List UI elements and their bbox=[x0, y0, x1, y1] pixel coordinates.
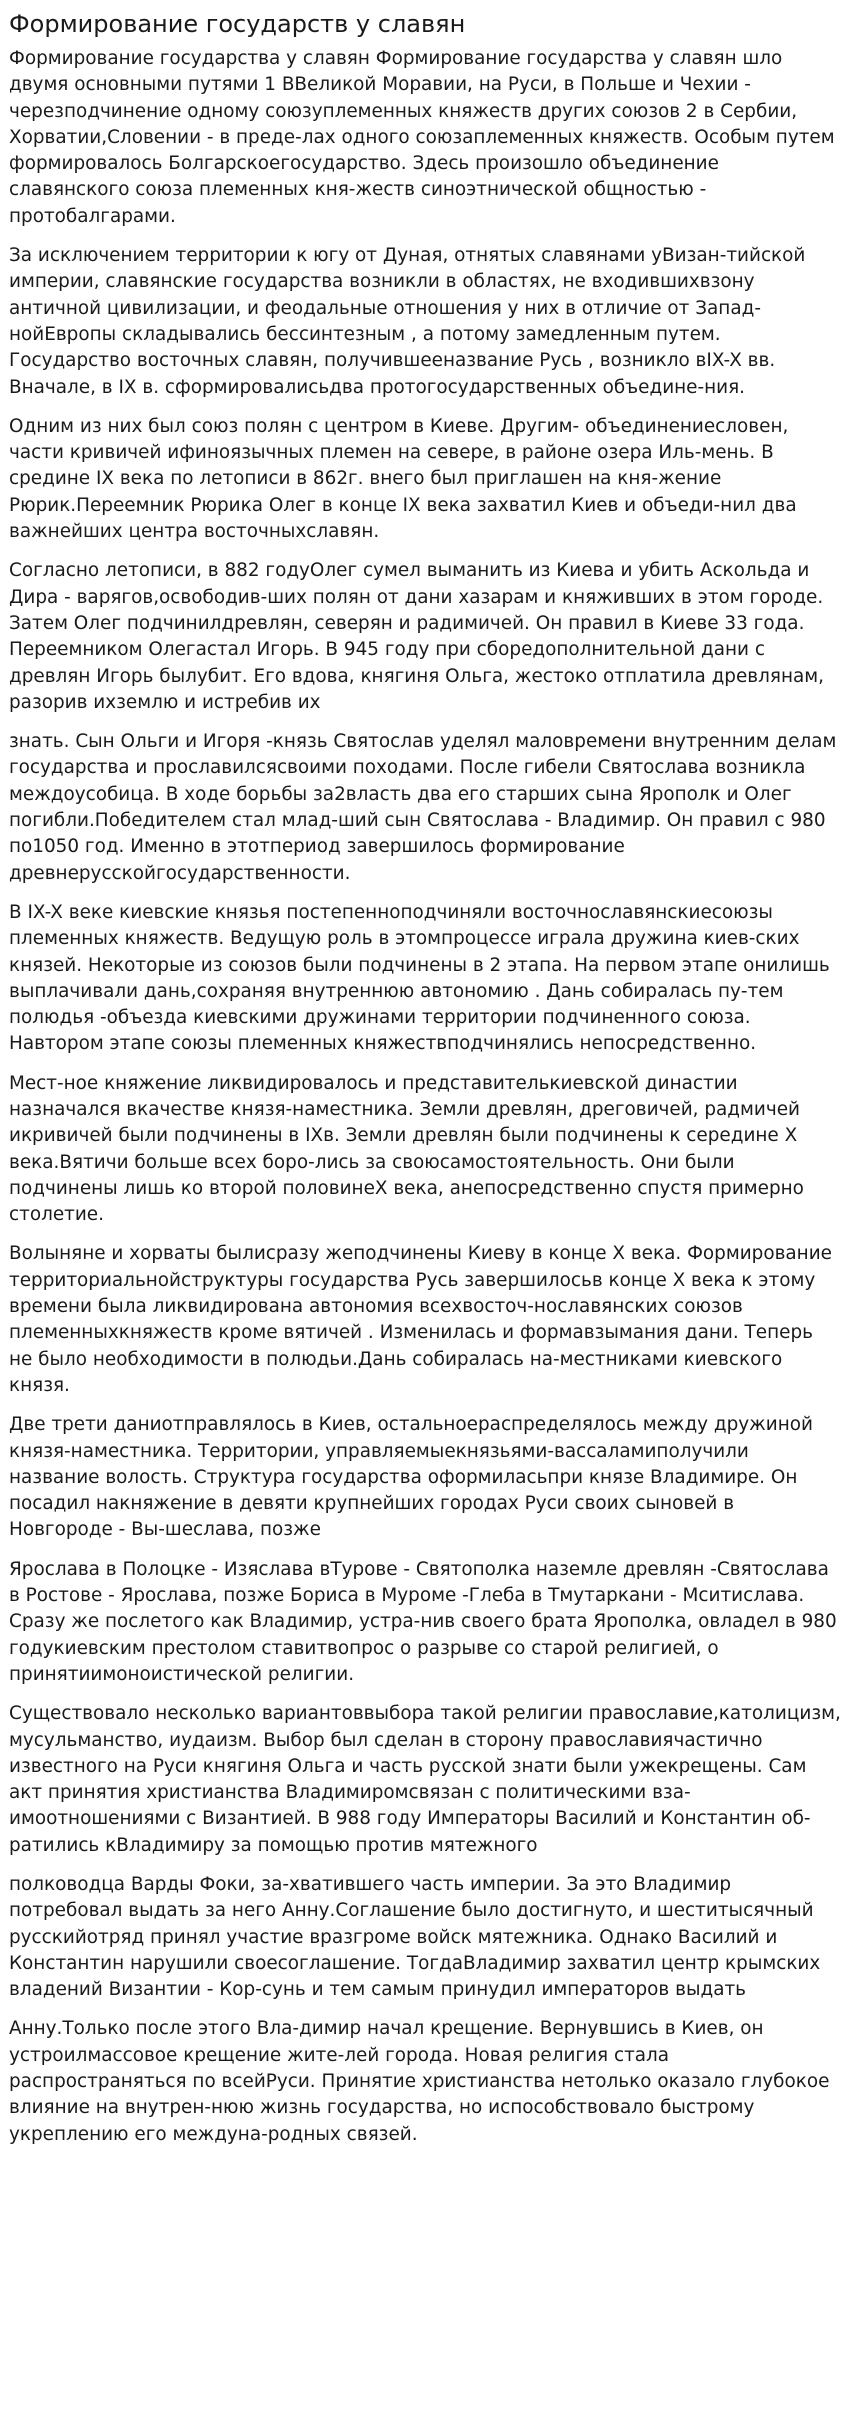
page-title: Формирование государств у славян bbox=[9, 10, 466, 38]
paragraph-4: Согласно летописи, в 882 годуОлег сумел выманить из Киева и убить Аскольда и Дира - варягов,освободив-ших полян от дани хазарам и княживших в этом городе. Затем Олег подчинилдревлян, северян и радимичей. Он правил в Киеве 33 года. Переемником Олегастал Игорь. В 945 году при сборедополнительной дани с древлян Игорь былубит. Его вдова, княгиня Ольга, жестоко отплатила древлянам, разорив ихземлю и истребив их bbox=[9, 560, 824, 713]
paragraph-5: знать. Сын Ольги и Игоря -князь Святослав уделял маловремени внутренним делам государства и прославилсясвоими походами. После гибели Святослава возникла междоусобица. В ходе борьбы за2власть два его старших сына Ярополк и Олег погибли.Победителем стал млад-ший сын Святослава - Владимир. Он правил с 980 по1050 год. Именно в этотпериод завершилось формирование древнерусскойгосударственности. bbox=[9, 731, 837, 884]
article-body bbox=[9, 46, 842, 2148]
paragraph-7: Мест-ное княжение ликвидировалось и представителькиевской династии назначался вкачестве князя-наместника. Земли древлян, дреговичей, радмичей икривичей были подчинены в IXв. Земли древлян были подчинены к середине X века.Вятичи больше всех боро-лись за своюсамостоятельность. Они были подчинены лишь ко второй половинеX века, анепосредственно спустя примерно столетие. bbox=[9, 1072, 804, 1226]
paragraph-8: Волыняне и хорваты былисразу жеподчинены Киеву в конце X века. Формирование территориальнойструктуры государства Русь завершилосьв конце X века к этому времени была ликвидирована автономия всехвосточ-нославянских союзов племенныхкняжеств кроме вятичей . Изменилась и формавзымания дани. Теперь не было необходимости в полюдьи.Дань собиралась на-местниками киевского князя. bbox=[9, 1243, 832, 1396]
paragraph-3: Одним из них был союз полян с центром в Киеве. Другим- объединениесловен, части кривичей ифиноязычных племен на севере, в районе озера Иль-мень. В средине IX века по летописи в 862г. внего был приглашен на кня-жение Рюрик.Переемник Рюрика Олег в конце IX века захватил Киев и объеди-нил два важнейших центра восточныхславян. bbox=[9, 415, 797, 543]
paragraph-2: За исключением территории к югу от Дуная, отнятых славянами уВизан-тийской империи, славянские государства возникли в областях, не входившихвзону античной цивилизации, и феодальные отношения у них в отличие от Запад-нойЕвропы складывались бессинтезным , а потому замедленным путем. Государство восточных славян, получившееназвание Русь , возникло вIX-X вв. Вначале, в IX в. сформировалисьдва протогосударственных объедине-ния. bbox=[9, 245, 806, 398]
paragraph-11: Существовало несколько вариантоввыбора такой религии православие,католицизм, мусульманство, иудаизм. Выбор был сделан в сторону православиячастично известного на Руси княгиня Ольга и часть русской знати были ужекрещены. Сам акт принятия христианства Владимиромсвязан с политическими вза-имоотношениями с Византией. В 988 году Императоры Василий и Константин об-ратились кВладимиру за помощью против мятежного bbox=[9, 1703, 841, 1856]
paragraph-12: полководца Варды Фоки, за-хватившего часть империи. За это Владимир потребовал выдать за него Анну.Соглашение было достигнуто, и шеститысячный русскийотряд принял участие вразгроме войск мятежника. Однако Василий и Константин нарушили своесоглашение. ТогдаВладимир захватил центр крымских владений Византии - Кор-сунь и тем самым принудил императоров выдать bbox=[9, 1874, 821, 2001]
paragraph-9: Две трети даниотправлялось в Киев, остальноераспределялось между дружиной князя-наместника. Территории, управляемыекнязьями-вассаламиполучили название волость. Структура государства оформиласьпри князе Владимире. Он посадил накняжение в девяти крупнейших городах Руси своих сыновей в Новгороде - Вы-шеслава, позже bbox=[9, 1414, 813, 1541]
paragraph-1: Формирование государства у славян Формирование государства у славян шло двумя основными путями 1 ВВеликой Моравии, на Руси, в Польше и Чехии - черезподчинение одному союзуплеменных княжеств других союзов 2 в Сербии, Хорватии,Словении - в преде-лах одного союзаплеменных княжеств. Особым путем формировалось Болгарскоегосударство. Здесь произошло объединение славянского союза племенных кня-жеств синоэтнической общностью - протобалгарами. bbox=[9, 48, 835, 227]
paragraph-6: В IX-X веке киевские князья постепенноподчиняли восточнославянскиесоюзы племенных княжеств. Ведущую роль в этомпроцессе играла дружина киев-ских князей. Некоторые из союзов были подчинены в 2 этапа. На первом этапе онилишь выплачивали дань,сохраняя внутреннюю автономию . Дань собиралась пу-тем полюдья -объезда киевскими дружинами территории подчиненного союза. Навтором этапе союзы племенных княжествподчинялись непосредственно. bbox=[9, 901, 830, 1055]
paragraph-13: Анну.Только после этого Вла-димир начал крещение. Вернувшись в Киев, он устроилмассовое крещение жите-лей города. Новая религия стала распространяться по всейРуси. Принятие христианства нетолько оказало глубокое влияние на внутрен-нюю жизнь государства, но испособствовало быстрому укреплению его междуна-родных связей. bbox=[9, 2018, 830, 2145]
paragraph-10: Ярослава в Полоцке - Изяслава вТурове - Святополка наземле древлян -Святослава в Ростове - Ярослава, позже Бориса в Муроме -Глеба в Тмутаркани - Мситислава. Сразу же послетого как Владимир, устра-нив своего брата Ярополка, овладел в 980 годукиевским престолом ставитвопрос о разрыве со старой религией, о принятиимоноистической религии. bbox=[9, 1558, 837, 1685]
